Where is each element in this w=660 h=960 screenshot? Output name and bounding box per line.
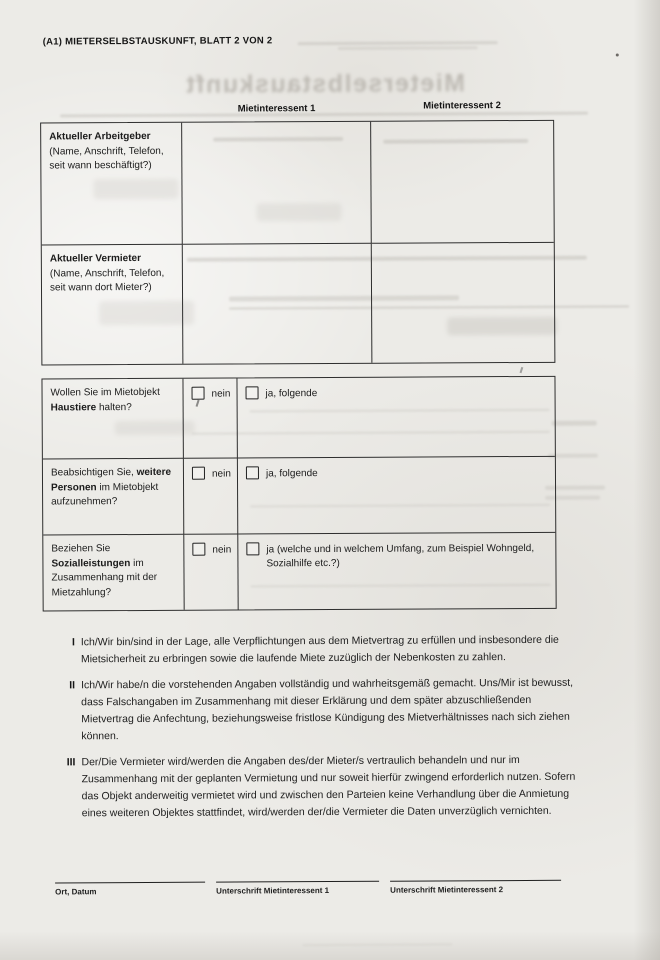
declaration-numeral: II <box>69 679 76 692</box>
label-cell-personen <box>43 459 184 536</box>
question-post: im Zusammenhang mit der Mietzahlung? <box>51 557 158 598</box>
checkbox-personen-nein[interactable] <box>192 467 205 480</box>
personen-nein-cell <box>184 458 238 534</box>
question-label <box>51 386 175 416</box>
checkbox-sozialleistungen-nein[interactable] <box>192 543 205 556</box>
question-pre: Wollen Sie im Mietobjekt <box>50 386 160 399</box>
pen-stray-mark <box>520 367 523 373</box>
question-pre: Beabsichtigen Sie, <box>50 467 137 479</box>
checkbox-label-nein: nein <box>211 388 231 400</box>
question-post: halten? <box>96 401 132 413</box>
checkbox-label-nein: nein <box>211 468 231 480</box>
declaration-item-2 <box>59 675 589 746</box>
row-title: Aktueller Vermieter <box>49 252 142 265</box>
column-header-mietinteressent-1: Mietinteressent 1 <box>237 103 316 115</box>
checkbox-haustiere-nein[interactable] <box>192 387 205 400</box>
questions-table <box>41 376 556 612</box>
row-subtitle: (Name, Anschrift, Telefon, seit wann beschäftigt?) <box>49 145 164 172</box>
scan-speck <box>616 53 619 56</box>
signature-block-mietinteressent-2[interactable] <box>390 880 561 895</box>
bleedthrough-mark <box>338 46 478 49</box>
bleedthrough-mark <box>298 41 498 45</box>
declaration-numeral: I <box>71 636 75 649</box>
checkbox-label-ja: ja, folgende <box>265 468 318 480</box>
haustiere-nein-cell <box>183 378 237 458</box>
declaration-item-1 <box>59 632 589 669</box>
bleedthrough-title: Mieterselbstauskunft <box>184 69 466 99</box>
label-cell-haustiere <box>42 379 183 460</box>
question-bold: Sozialleistungen <box>51 557 131 569</box>
label-cell-sozialleistungen <box>43 535 184 611</box>
arbeitgeber-answer-cell-1[interactable] <box>182 122 372 245</box>
haustiere-ja-cell <box>237 377 554 459</box>
sozialleistungen-nein-cell <box>184 534 238 609</box>
declaration-numeral: III <box>66 756 76 769</box>
declaration-item-3 <box>59 752 589 823</box>
checkbox-sozialleistungen-ja[interactable] <box>246 542 259 555</box>
personen-ja-cell <box>238 457 555 535</box>
checkbox-label-nein: nein <box>212 544 232 556</box>
vermieter-answer-cell-2[interactable] <box>372 243 555 363</box>
bleedthrough-mark <box>552 421 597 426</box>
declarations <box>59 632 590 832</box>
column-header-mietinteressent-2: Mietinteressent 2 <box>423 100 501 112</box>
checkbox-personen-ja[interactable] <box>246 466 259 479</box>
checkbox-label-ja: ja, folgende <box>265 388 318 400</box>
page-title: (A1) MIETERSELBSTAUSKUNFT, BLATT 2 VON 2 <box>42 35 273 48</box>
question-label <box>51 466 175 510</box>
declaration-text: Ich/Wir habe/n die vorstehenden Angaben vollständig und wahrheitsgemäß gemacht. Uns/Mir ist bewusst, dass Falschangaben im Zusammenhang mit dieser Erklärung und dem später abzuschließenden Mietvertrag die Anfechtung, beziehungsweise fristlose Kündigung des Mietverhältnisses nach sich ziehen können. <box>81 676 574 743</box>
declaration-text: Der/Die Vermieter wird/werden die Angaben des/der Mieter/s vertraulich behandeln und nur im Zusammenhang mit der geplanten Vermietung und nur soweit hierfür zwingend erforderlich nutzen. Sofern das Objekt anderweitig vermietet wird und zwischen den Parteien keine Verhandlung über die Anmietung eines weiteren Objektes stattfindet, wird/werden der/die Vermieter die Daten unverzüglich vernichten. <box>81 754 576 820</box>
bleedthrough-mark <box>302 943 452 946</box>
label-cell-arbeitgeber <box>41 123 183 246</box>
declaration-text: Ich/Wir bin/sind in der Lage, alle Verpflichtungen aus dem Mietvertrag zu erfüllen und insbesondere die Mietsicherheit zu erbringen sowie die laufende Miete zuzüglich der Nebenkosten zu zahlen. <box>80 633 559 666</box>
question-label <box>51 542 175 601</box>
checkbox-haustiere-ja[interactable] <box>246 386 259 399</box>
checkbox-label-ja: ja (welche und in welchem Umfang, zum Beispiel Wohngeld, Sozialhilfe etc.?) <box>266 542 535 569</box>
label-cell-vermieter <box>42 245 184 365</box>
sozialleistungen-ja-cell <box>238 533 555 610</box>
question-bold: weitere Personen <box>51 466 172 493</box>
question-pre: Beziehen Sie <box>51 543 111 555</box>
row-title: Aktueller Arbeitgeber <box>49 130 151 143</box>
signature-label: Ort, Datum <box>55 887 97 897</box>
signature-label: Unterschrift Mietinteressent 1 <box>216 886 330 896</box>
signature-block-ort-datum[interactable] <box>55 882 205 897</box>
info-table <box>40 120 555 366</box>
vermieter-answer-cell-1[interactable] <box>183 244 373 364</box>
signature-block-mietinteressent-1[interactable] <box>216 881 379 896</box>
question-post: im Mietobjekt aufzunehmen? <box>51 481 159 508</box>
arbeitgeber-answer-cell-2[interactable] <box>371 121 554 244</box>
row-subtitle: (Name, Anschrift, Telefon, seit wann dort Mieter?) <box>49 267 165 294</box>
signature-label: Unterschrift Mietinteressent 2 <box>390 885 504 895</box>
question-bold: Haustiere <box>50 401 97 413</box>
